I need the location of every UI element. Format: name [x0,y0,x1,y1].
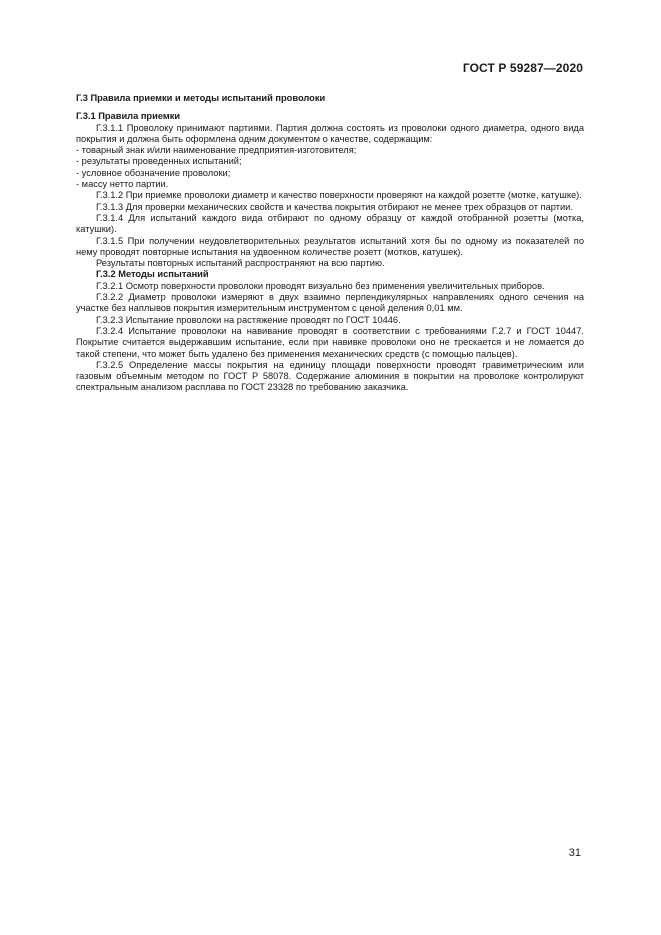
paragraph-g312: Г.3.1.2 При приемке проволоки диаметр и качество поверхности проверяют на каждой розетте (мотке, катушке). [96,190,582,201]
list-item: - массу нетто партии. [76,179,169,190]
list-item: - условное обозначение проволоки; [76,167,231,178]
paragraph-g323: Г.3.2.3 Испытание проволоки на растяжение проводят по ГОСТ 10446. [96,314,401,325]
paragraph-g313: Г.3.1.3 Для проверки механических свойств и качества покрытия отбирают не менее трех образцов от партии. [96,201,573,212]
paragraph-g322: Г.3.2.2 Диаметр проволоки измеряют в двух взаимно перпендикулярных направлениях одного сечения на участке без наплывов покрытия измерительным инструментом с ценой деления 0,01 мм. [76,292,584,314]
paragraph-g324: Г.3.2.4 Испытание проволоки на навивание проводят в соответствии с требованиями Г.2.7 и ГОСТ 10447. Покрытие считается выдержавшим испытание, если при навивке проволоки оно не трескается и не ломается до такой степени, что может быть удалено без применения механических средств (с помощью пальцев). [76,325,584,359]
subsection-title-methods: Г.3.2 Методы испытаний [96,269,209,280]
section-title: Г.3 Правила приемки и методы испытаний проволоки [76,93,326,103]
paragraph-g315: Г.3.1.5 При получении неудовлетворительных результатов испытаний хотя бы по одному из показателей по нему проводят повторные испытания на удвоенном количестве розетт (мотков, катушек). [76,235,584,257]
paragraph-repeat-results: Результаты повторных испытаний распространяют на всю партию. [96,258,385,269]
page-content [76,93,584,394]
page-number: 31 [568,847,581,859]
paragraph-g325: Г.3.2.5 Определение массы покрытия на единицу площади поверхности проводят гравиметрическим или газовым объемным методом по ГОСТ Р 58078. Содержание алюминия в покрытии на проволоке контролируют спектральным анализом расплава по ГОСТ 23328 по требованию заказчика. [76,359,584,393]
subsection-title-acceptance: Г.3.1 Правила приемки [76,111,181,122]
paragraph-g321: Г.3.2.1 Осмотр поверхности проволоки проводят визуально без применения увеличительных приборов. [96,280,545,291]
paragraph-g311: Г.3.1.1 Проволоку принимают партиями. Партия должна состоять из проволоки одного диаметра, одного вида покрытия и должна быть оформлена одним документом о качестве, содержащим: [76,122,584,144]
list-item: - товарный знак и/или наименование предприятия-изготовителя; [76,145,357,156]
standard-header: ГОСТ Р 59287—2020 [462,61,583,75]
paragraph-g314: Г.3.1.4 Для испытаний каждого вида отбирают по одному образцу от каждой отобранной розетты (мотка, катушки). [76,212,584,235]
list-item: - результаты проведенных испытаний; [76,156,242,167]
